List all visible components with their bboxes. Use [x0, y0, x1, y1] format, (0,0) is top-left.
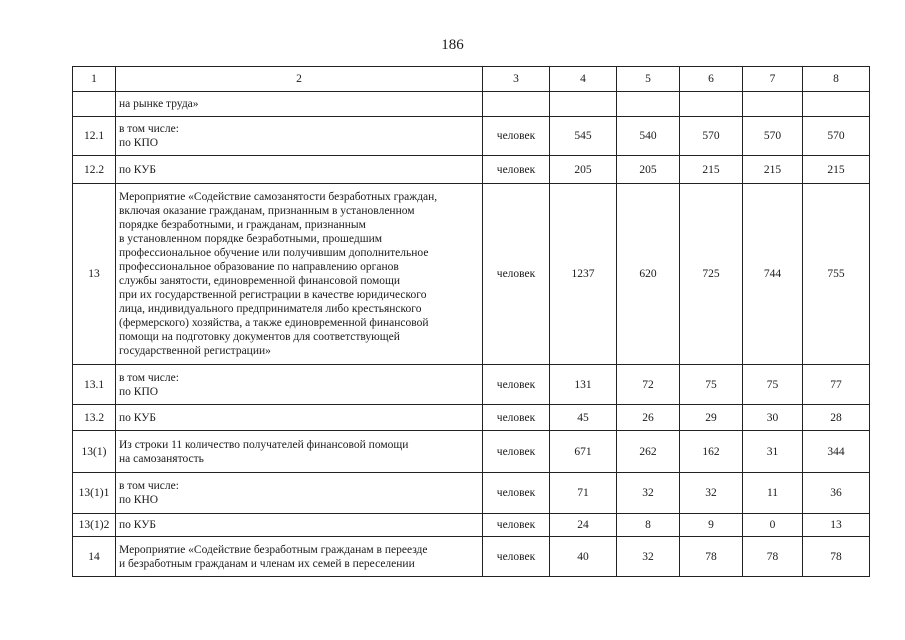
row-value-col8: 344	[803, 431, 870, 473]
row-unit: человек	[483, 537, 550, 577]
row-value-col4: 131	[550, 365, 617, 405]
row-value-col7: 78	[743, 537, 803, 577]
row-value-col4	[550, 92, 617, 117]
row-value-col8: 13	[803, 514, 870, 537]
row-value-col5: 26	[617, 405, 680, 431]
row-value-col4: 71	[550, 473, 617, 514]
row-value-col8: 215	[803, 156, 870, 184]
header-cell-4: 4	[550, 67, 617, 92]
table-row	[73, 473, 870, 514]
row-number: 13.1	[73, 365, 116, 405]
table-row	[73, 184, 870, 365]
row-value-col8: 78	[803, 537, 870, 577]
header-cell-1: 1	[73, 67, 116, 92]
row-value-col5: 32	[617, 473, 680, 514]
row-number: 12.1	[73, 117, 116, 156]
row-value-col6: 9	[680, 514, 743, 537]
row-description: в том числе: по КПО	[116, 117, 483, 156]
row-description: в том числе: по КПО	[116, 365, 483, 405]
row-value-col4: 671	[550, 431, 617, 473]
table-header-row	[73, 67, 870, 92]
row-value-col6: 75	[680, 365, 743, 405]
row-description: по КУБ	[116, 156, 483, 184]
table-row	[73, 365, 870, 405]
row-value-col6: 32	[680, 473, 743, 514]
table-row	[73, 117, 870, 156]
row-value-col7	[743, 92, 803, 117]
table-row	[73, 92, 870, 117]
row-value-col4: 545	[550, 117, 617, 156]
header-cell-6: 6	[680, 67, 743, 92]
row-number: 13(1)1	[73, 473, 116, 514]
row-value-col5	[617, 92, 680, 117]
row-value-col8: 570	[803, 117, 870, 156]
row-value-col6: 215	[680, 156, 743, 184]
row-value-col5: 540	[617, 117, 680, 156]
row-description: по КУБ	[116, 514, 483, 537]
row-value-col7: 0	[743, 514, 803, 537]
row-value-col7: 215	[743, 156, 803, 184]
row-description: на рынке труда»	[116, 92, 483, 117]
row-value-col6: 78	[680, 537, 743, 577]
row-value-col7: 11	[743, 473, 803, 514]
header-cell-3: 3	[483, 67, 550, 92]
row-value-col5: 8	[617, 514, 680, 537]
row-number: 13.2	[73, 405, 116, 431]
row-value-col6: 725	[680, 184, 743, 365]
row-value-col8: 755	[803, 184, 870, 365]
row-description: по КУБ	[116, 405, 483, 431]
table-row	[73, 405, 870, 431]
row-value-col5: 620	[617, 184, 680, 365]
row-value-col4: 40	[550, 537, 617, 577]
row-value-col7: 30	[743, 405, 803, 431]
row-value-col5: 262	[617, 431, 680, 473]
row-value-col7: 31	[743, 431, 803, 473]
row-unit	[483, 92, 550, 117]
table-row	[73, 431, 870, 473]
row-value-col7: 75	[743, 365, 803, 405]
row-value-col8: 77	[803, 365, 870, 405]
row-unit: человек	[483, 473, 550, 514]
row-value-col4: 24	[550, 514, 617, 537]
row-unit: человек	[483, 514, 550, 537]
row-unit: человек	[483, 156, 550, 184]
table-row	[73, 537, 870, 577]
header-cell-7: 7	[743, 67, 803, 92]
row-value-col4: 1237	[550, 184, 617, 365]
row-value-col4: 205	[550, 156, 617, 184]
row-value-col6: 570	[680, 117, 743, 156]
row-value-col7: 570	[743, 117, 803, 156]
row-number: 13	[73, 184, 116, 365]
row-unit: человек	[483, 431, 550, 473]
header-cell-2: 2	[116, 67, 483, 92]
row-value-col6: 162	[680, 431, 743, 473]
row-value-col5: 72	[617, 365, 680, 405]
row-description: Мероприятие «Содействие безработным гражданам в переезде и безработным гражданам и членам их семей в переселении	[116, 537, 483, 577]
row-value-col8	[803, 92, 870, 117]
row-unit: человек	[483, 405, 550, 431]
row-number: 14	[73, 537, 116, 577]
row-value-col7: 744	[743, 184, 803, 365]
row-number: 13(1)	[73, 431, 116, 473]
header-cell-5: 5	[617, 67, 680, 92]
row-value-col8: 28	[803, 405, 870, 431]
row-number: 13(1)2	[73, 514, 116, 537]
row-number: 12.2	[73, 156, 116, 184]
page-number: 186	[441, 37, 464, 53]
data-table	[72, 66, 870, 577]
row-value-col4: 45	[550, 405, 617, 431]
row-unit: человек	[483, 365, 550, 405]
row-number	[73, 92, 116, 117]
row-unit: человек	[483, 117, 550, 156]
row-unit: человек	[483, 184, 550, 365]
row-value-col6	[680, 92, 743, 117]
row-description: Мероприятие «Содействие самозанятости безработных граждан, включая оказание гражданам, признанным в установленном порядке безработными, и гражданам, признанным в установленном порядке безработными, прошедшим профессиональное обучение или получившим дополнительное профессиональное образование по направлению органов службы занятости, единовременной финансовой помощи при их государственной регистрации в качестве юридического лица, индивидуального предпринимателя либо крестьянского (фермерского) хозяйства, а также единовременной финансовой помощи на подготовку документов для соответствующей государственной регистрации»	[116, 184, 483, 365]
row-value-col8: 36	[803, 473, 870, 514]
header-cell-8: 8	[803, 67, 870, 92]
row-description: Из строки 11 количество получателей финансовой помощи на самозанятость	[116, 431, 483, 473]
table-row	[73, 156, 870, 184]
row-description: в том числе: по КНО	[116, 473, 483, 514]
row-value-col5: 205	[617, 156, 680, 184]
row-value-col6: 29	[680, 405, 743, 431]
row-value-col5: 32	[617, 537, 680, 577]
table-row	[73, 514, 870, 537]
